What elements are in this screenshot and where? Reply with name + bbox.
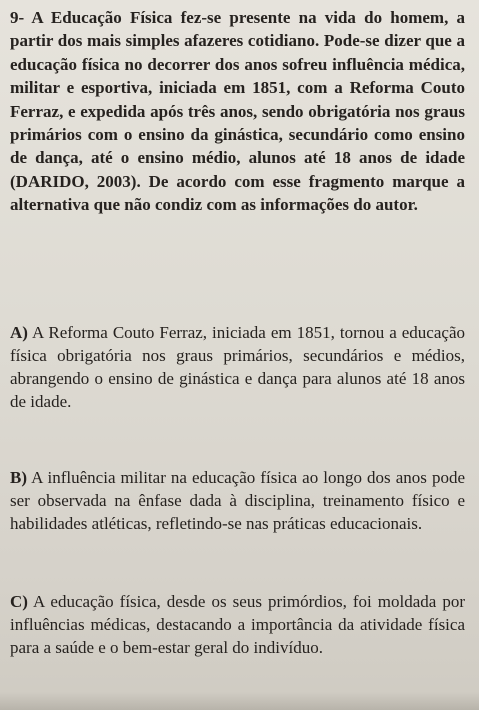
option-c-text: A educação física, desde os seus primórdios, foi moldada por influências médicas, destacando a importância da atividade física para a saúde e o bem-estar geral do indivíduo. [10,592,465,657]
option-b-text: A influência militar na educação física ao longo dos anos pode ser observada na ênfase dada à disciplina, treinamento físico e habilidades atléticas, refletindo-se nas práticas educacionais. [10,468,465,533]
option-a-letter: A) [10,323,28,342]
option-c-letter: C) [10,592,28,611]
option-a-text: A Reforma Couto Ferraz, iniciada em 1851, tornou a educação física obrigatória nos graus primários, secundários e médios, abrangendo o ensino de ginástica e dança para alunos até 18 anos de idade. [10,323,465,411]
option-b[interactable] [10,466,465,535]
page-shadow-strip [0,692,479,710]
option-c[interactable] [10,590,465,659]
option-b-letter: B) [10,468,27,487]
question-text: 9- A Educação Física fez-se presente na vida do homem, a partir dos mais simples afazeres cotidiano. Pode-se dizer que a educação física no decorrer dos anos sofreu influência médica, militar e esportiva, iniciada em 1851, com a Reforma Couto Ferraz, e expedida após três anos, sendo obrigatória nos graus primários com o ensino da ginástica, secundário como ensino de dança, até o ensino médio, alunos até 18 anos de idade (DARIDO, 2003). De acordo com esse fragmento marque a alternativa que não condiz com as informações do autor. [10,8,465,215]
option-a[interactable] [10,321,465,413]
